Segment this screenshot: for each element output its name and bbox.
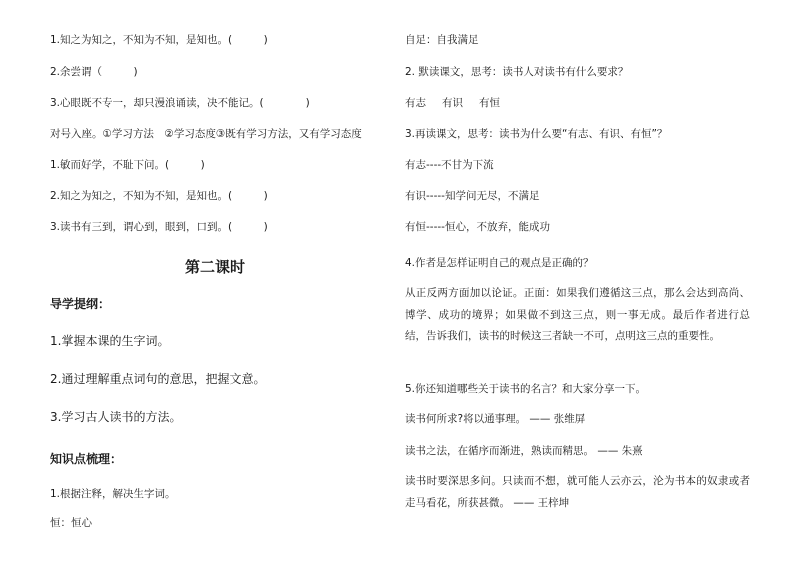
- quote-3: 读书时要深思多问。只读而不想，就可能人云亦云，沦为书本的奴隶或者走马看花，所获甚微。 —— 王梓坤: [405, 475, 750, 509]
- question-3: 3.再读课文，思考：读书为什么要“有志、有识、有恒”？: [405, 128, 668, 140]
- lesson-title: 第二课时: [184, 258, 245, 276]
- match-item-3: 3.读书有三到，谓心到，眼到，口到。( ): [50, 221, 268, 233]
- guide-item-2: 2.通过理解重点词句的意思，把握文意。: [50, 372, 266, 386]
- knowledge-heading: 知识点梳理：: [50, 452, 123, 466]
- exercise-q3: 3.心眼既不专一，却只漫浪诵读，决不能记。( ): [50, 97, 310, 109]
- knowledge-item-2: 恒：恒心: [50, 517, 92, 529]
- guide-heading: 导学提纲：: [50, 297, 111, 311]
- question-4: 4.作者是怎样证明自己的观点是正确的？: [405, 257, 594, 269]
- answer-3-line-1: 有志----不甘为下流: [405, 159, 494, 171]
- answer-2-perseverance: 有恒: [479, 97, 500, 109]
- guide-item-1: 1.掌握本课的生字词。: [50, 334, 170, 348]
- question-5: 5.你还知道哪些关于读书的名言？和大家分享一下。: [405, 383, 647, 395]
- question-2: 2. 默读课文，思考：读书人对读书有什么要求？: [405, 66, 629, 78]
- guide-item-3: 3.学习古人读书的方法。: [50, 410, 182, 424]
- answer-2-insight: 有识: [442, 97, 463, 109]
- match-item-1: 1.敏而好学，不耻下问。( ): [50, 159, 205, 171]
- answer-3-line-3: 有恒-----恒心，不放弃，能成功: [405, 221, 550, 233]
- vocab-entry: 自足：自我满足: [405, 34, 479, 46]
- answer-3-line-2: 有识-----知学问无尽，不满足: [405, 190, 540, 202]
- exercise-q1: 1.知之为知之，不知为不知，是知也。( ): [50, 34, 268, 46]
- answer-2: [405, 96, 500, 110]
- answer-4: 从正反两方面加以论证。正面：如果我们遵循这三点，那么会达到高尚、博学、成功的境界；如果做不到这三点，则一事无成。最后作者进行总结，告诉我们，读书的时候这三者缺一不可，点明这三点的重要性。: [405, 287, 750, 342]
- exercise-q2: 2.余尝谓（ ): [50, 66, 138, 78]
- quote-1: 读书何所求?将以通事理。 —— 张维屏: [405, 413, 586, 425]
- knowledge-item-1: 1.根据注释，解决生字词。: [50, 488, 176, 500]
- answer-2-ambition: 有志: [405, 97, 426, 109]
- match-prompt: 对号入座。①学习方法 ②学习态度③既有学习方法，又有学习态度: [50, 128, 362, 140]
- match-item-2: 2.知之为知之，不知为不知，是知也。( ): [50, 190, 268, 202]
- quote-2: 读书之法，在循序而渐进，熟读而精思。 —— 朱熹: [405, 445, 643, 457]
